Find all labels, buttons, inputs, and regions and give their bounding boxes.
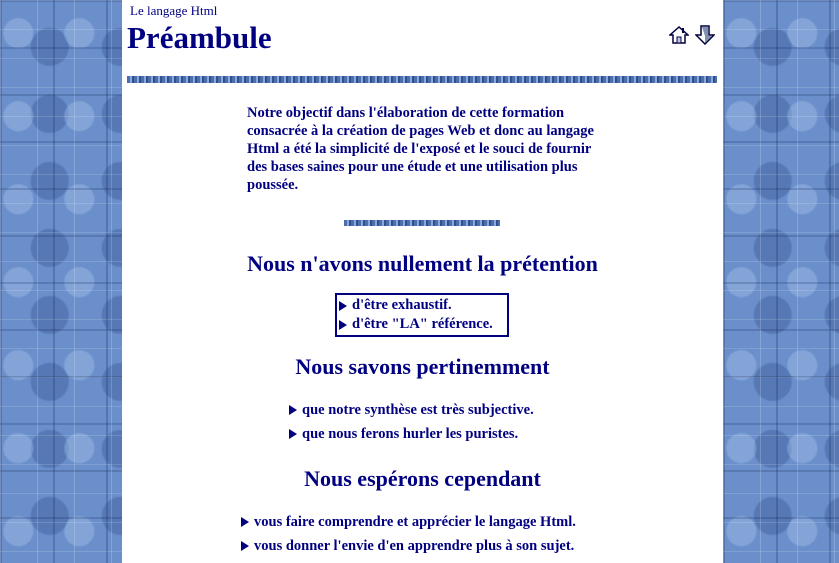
list-item <box>337 296 507 315</box>
breadcrumb: Le langage Html <box>130 3 218 18</box>
list-item <box>287 422 534 446</box>
divider-top <box>127 76 717 83</box>
list-item-text: d'être "LA" référence. <box>352 316 493 332</box>
arrow-bullet-icon <box>241 517 249 527</box>
arrow-bullet-icon <box>339 320 347 330</box>
list-item-text: que notre synthèse est très subjective. <box>302 401 534 418</box>
arrow-bullet-icon <box>241 541 249 551</box>
page-title: Préambule <box>127 20 272 55</box>
divider-short <box>344 220 500 226</box>
list-item <box>287 398 534 422</box>
list-item-text: vous donner l'envie d'en apprendre plus à son sujet. <box>254 537 575 554</box>
background-texture-left <box>0 0 122 563</box>
page-content <box>122 0 723 563</box>
arrow-bullet-icon <box>289 429 297 439</box>
section-heading-esperons: Nous espérons cependant <box>304 466 541 491</box>
list-item-text: d'être exhaustif. <box>352 297 452 313</box>
arrow-bullet-icon <box>339 301 347 311</box>
section-heading-pretention: Nous n'avons nullement la prétention <box>247 251 598 276</box>
list-item-text: que nous ferons hurler les puristes. <box>302 425 519 442</box>
arrow-bullet-icon <box>289 405 297 415</box>
list-item <box>239 510 576 534</box>
nav-icons <box>669 25 715 45</box>
intro-paragraph: Notre objectif dans l'élaboration de cette formation consacrée à la création de pages Web et donc au langage Html a été la simplicité de l'exposé et le souci de fournir des bases saines pour une étude et une utilisation plus poussée. <box>247 105 594 193</box>
background-texture-right <box>723 0 839 563</box>
list-item-text: vous faire comprendre et apprécier le langage Html. <box>254 513 576 530</box>
list-item <box>239 534 576 558</box>
down-arrow-icon[interactable] <box>695 25 715 45</box>
section-heading-savons: Nous savons pertinemment <box>295 354 550 379</box>
home-icon[interactable] <box>669 25 689 45</box>
savons-list <box>287 398 534 446</box>
esperons-list <box>239 510 576 558</box>
list-item <box>337 315 507 334</box>
pretention-list-box <box>335 293 509 337</box>
